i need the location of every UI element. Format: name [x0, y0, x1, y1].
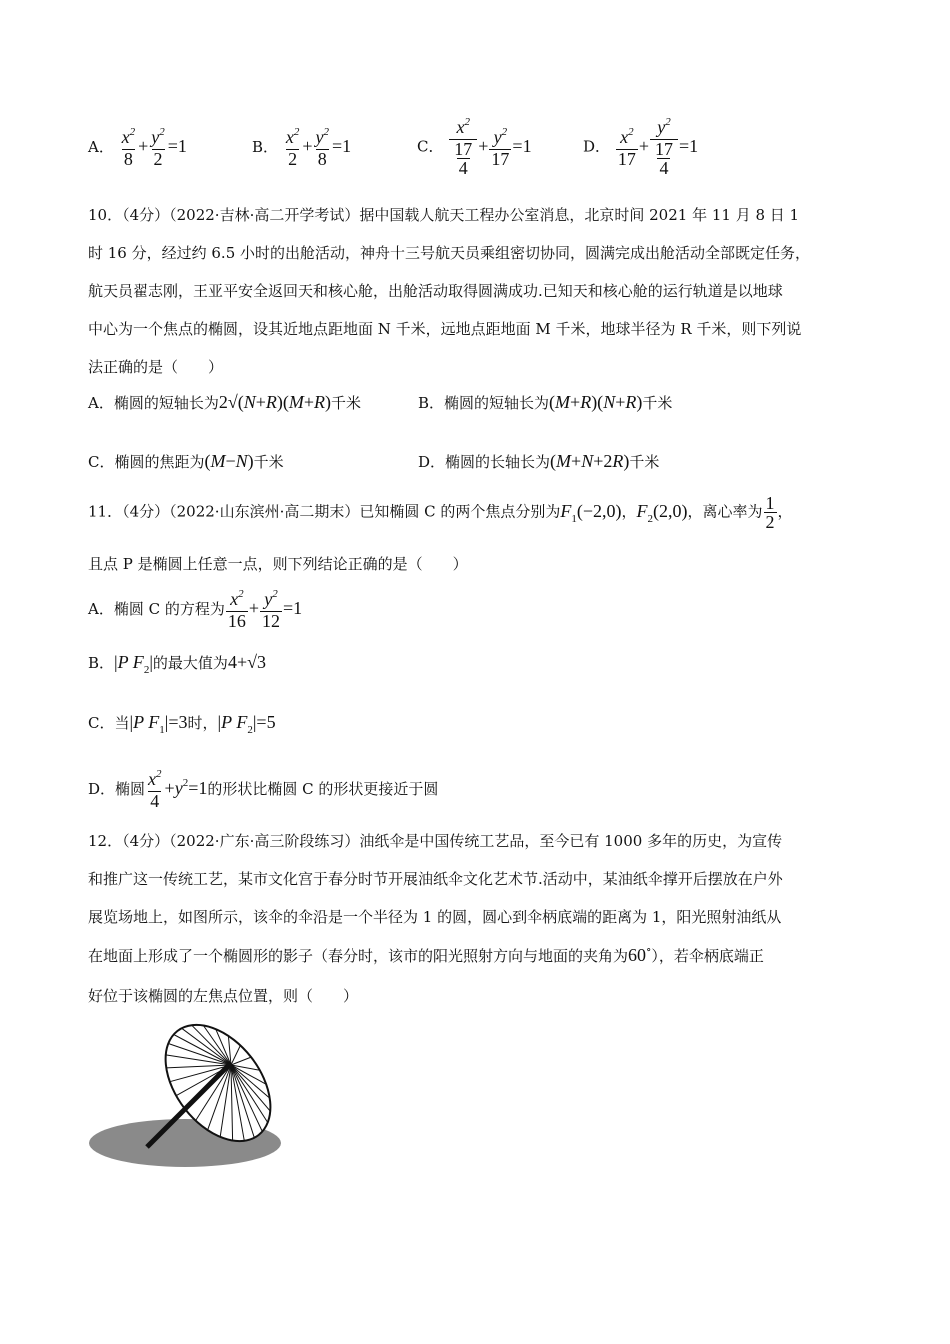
option-label: A．椭圆的短轴长为	[88, 394, 219, 412]
oil-paper-umbrella-figure	[85, 1015, 315, 1175]
option-label: D．椭圆的长轴长为	[418, 453, 551, 471]
q9-option-d: D． $\frac{x^2}{17}$ + $\frac{y^2}{\frac{17}{4}}$ =1	[583, 116, 699, 178]
q10-option-c: C．椭圆的焦距为(M−N)千米	[88, 451, 284, 471]
q11-option-d: D．椭圆 $\frac{x^2}{4}$ $+y^2=1$的形状比椭圆 C 的形状更接近于圆	[88, 768, 439, 811]
q9-option-c: C． $\frac{x^2}{\frac{17}{4}}$ + $\frac{y^2}{17}$ =1	[417, 116, 532, 178]
q12-line-4: 在地面上形成了一个椭圆形的影子（春分时，该市的阳光照射方向与地面的夹角为60∘），若伞柄底端正	[88, 944, 764, 965]
q10-line-2: 时 16 分，经过约 6.5 小时的出舱活动，神舟十三号航天员乘组密切协同，圆满完成出舱活动全部既定任务，	[88, 244, 811, 262]
question-text: ），若伞柄底端正	[651, 947, 764, 965]
q10-option-b: B．椭圆的短轴长为(M+R)(N+R)千米	[418, 392, 673, 412]
question-text: 已知椭圆 C 的两个焦点分别为	[359, 502, 561, 521]
question-source: （4分）（2022·山东滨州·高二期末）	[122, 502, 360, 521]
q10-line-5: 法正确的是（ ）	[88, 358, 224, 376]
question-text: 在地面上形成了一个椭圆形的影子（春分时，该市的阳光照射方向与地面的夹角为	[88, 947, 629, 965]
q11-option-b: B．|P $F_2|$的最大值为4+√3	[88, 652, 266, 676]
question-text: 油纸伞是中国传统工艺品，至今已有 1000 多年的历史，为宣传	[359, 832, 783, 850]
option-label: B．椭圆的短轴长为	[418, 394, 550, 412]
unit: 千米	[642, 394, 673, 412]
option-label: D．椭圆	[88, 780, 146, 799]
q12-line-2: 和推广这一传统工艺，某市文化宫于春分时节开展油纸伞文化艺术节.活动中，某油纸伞撑开后摆放在户外	[88, 870, 783, 888]
option-text: 的形状比椭圆 C 的形状更接近于圆	[207, 780, 439, 799]
q11-option-c: C．当|P $F_1|=3$时，|P $F_2|=5$	[88, 712, 276, 736]
option-label: A．	[88, 138, 114, 157]
equation-rhs: =1	[512, 135, 532, 156]
q10-line-3: 航天员翟志刚，王亚平安全返回天和核心舱，出舱活动取得圆满成功.已知天和核心舱的运行轨道是以地球	[88, 282, 783, 300]
q10-option-d: D．椭圆的长轴长为(M+N+2R)千米	[418, 451, 660, 471]
unit: 千米	[629, 453, 660, 471]
unit: 千米	[331, 394, 362, 412]
question-number: 11．	[88, 502, 123, 521]
equation-rhs: =1	[331, 136, 352, 157]
q11-option-a: A．椭圆 C 的方程为 $\frac{x^2}{16}$ + $\frac{y^2}{12}$ =1	[88, 588, 303, 631]
question-12	[88, 822, 863, 1015]
option-label: B．	[88, 654, 115, 672]
unit: 千米	[253, 453, 284, 471]
q10-line-4: 中心为一个焦点的椭圆，设其近地点距地面 N 千米，远地点距地面 M 千米，地球半径为 R 千米，则下列说	[88, 320, 802, 338]
option-label: B．	[252, 138, 279, 157]
question-source: （4分）（2022·广东·高三阶段练习）	[122, 832, 360, 850]
question-text: ，离心率为	[687, 502, 763, 521]
equation-rhs: =1	[167, 136, 187, 157]
option-text: 的最大值为	[152, 654, 228, 672]
equation-rhs: =1	[678, 135, 699, 156]
option-label: D．	[583, 137, 611, 156]
option-label: A．椭圆 C 的方程为	[88, 600, 225, 619]
q10-option-a: A．椭圆的短轴长为2√(N+R)(M+R)千米	[88, 392, 362, 412]
q12-line-1	[88, 822, 863, 860]
question-text: 据中国载人航天工程办公室消息，北京时间 2021 年 11 月 8 日 1	[359, 206, 800, 224]
q9-option-a: A． $\frac{x^2}{8}$ + $\frac{y^2}{2}$ =1	[88, 126, 187, 169]
q12-line-3: 展览场地上，如图所示，该伞的伞沿是一个半径为 1 的圆，圆心到伞柄底端的距离为 1，阳光照射油纸从	[88, 908, 782, 926]
q10-line-1	[88, 196, 863, 234]
question-number: 12．	[88, 832, 123, 850]
question-number: 10．	[88, 206, 123, 224]
question-10	[88, 196, 863, 386]
question-source: （4分）（2022·吉林·高二开学考试）	[122, 206, 360, 224]
option-label: C．	[417, 137, 444, 156]
q12-line-5: 好位于该椭圆的左焦点位置，则（ ）	[88, 987, 359, 1005]
q11-line-2: 且点 P 是椭圆上任意一点，则下列结论正确的是（ ）	[88, 555, 468, 573]
q9-option-b: B． $\frac{x^2}{2}$ + $\frac{y^2}{8}$ =1	[252, 126, 352, 169]
question-11: 11．（4分）（2022·山东滨州·高二期末）已知椭圆 C 的两个焦点分别为$F_1(-2,0)$，$F_2(2,0)$，离心率为 $\frac{1}{2}$ ，	[88, 493, 793, 532]
angle-value: 60	[628, 945, 647, 965]
option-text: 时，	[187, 714, 218, 732]
option-label: C．当	[88, 714, 130, 732]
option-label: C．椭圆的焦距为	[88, 453, 205, 471]
